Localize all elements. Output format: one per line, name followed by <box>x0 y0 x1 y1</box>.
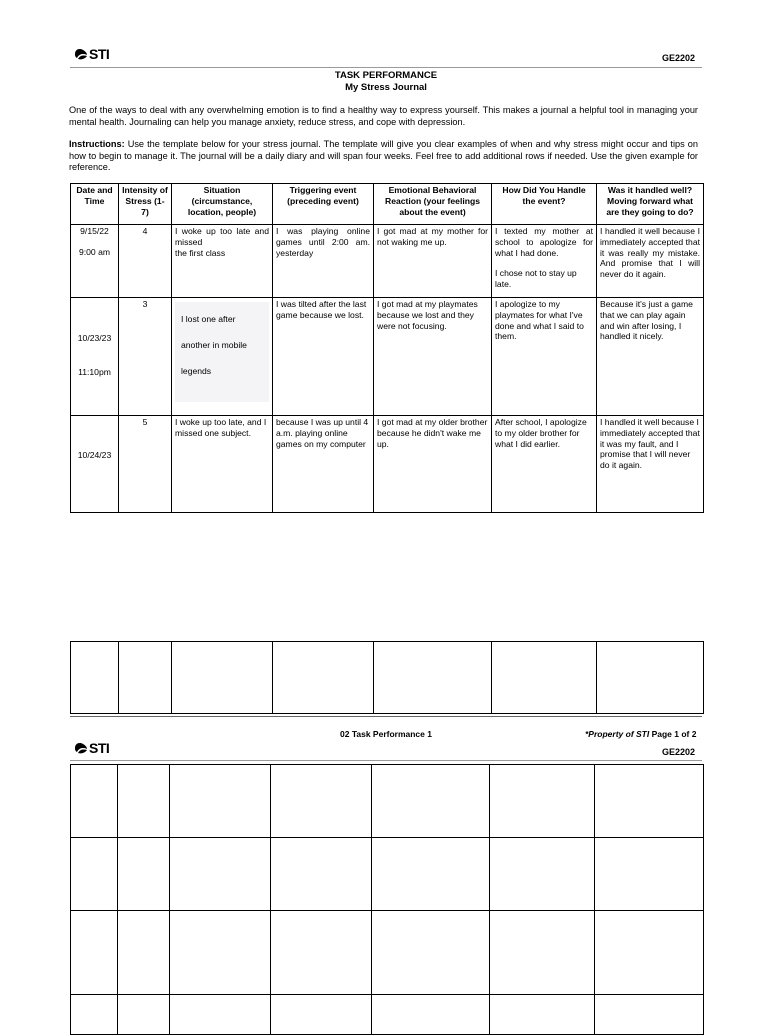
blank-journal-row-table <box>70 641 704 714</box>
blank-cell <box>374 642 492 714</box>
blank-cell <box>118 995 170 1035</box>
table-header-row <box>71 184 704 225</box>
blank-cell <box>595 995 704 1035</box>
cell-outcome: Because it's just a game that we can play again and win after losing, I handled it nicely. <box>597 298 704 416</box>
footer-page-number: Page 1 of 2 <box>649 729 697 739</box>
situation-line-3: legends <box>181 365 212 376</box>
cell-handled: After school, I apologize to my older brother for what I did earlier. <box>492 416 597 513</box>
cell-situation <box>172 298 273 416</box>
blank-cell <box>595 911 704 995</box>
blank-cell <box>271 995 372 1035</box>
blank-cell <box>71 911 118 995</box>
cell-intensity: 5 <box>119 416 172 513</box>
cell-trigger: because I was up until 4 a.m. playing online games on my computer <box>273 416 374 513</box>
handled-part-2: I chose not to stay up late. <box>495 268 577 290</box>
logo-text: STI <box>89 740 110 756</box>
blank-table-row <box>71 642 704 714</box>
intro-paragraph: One of the ways to deal with any overwhelming emotion is to find a healthy way to express yourself. This makes a journal a helpful tool in managing your mental health. Journaling can help you manage anxiety, reduce stress, and cope with depression. <box>69 105 698 127</box>
footer-property: *Property of STI <box>585 729 650 739</box>
header-handled-well: Was it handled well? Moving forward what are they going to do? <box>597 184 704 225</box>
header-how-handled: How Did You Handle the event? <box>492 184 597 225</box>
blank-cell <box>597 642 704 714</box>
blank-cell <box>271 911 372 995</box>
blank-cell <box>170 995 271 1035</box>
blank-cell <box>490 995 595 1035</box>
cell-handled <box>492 225 597 298</box>
blank-cell <box>71 642 119 714</box>
header-intensity: Intensity of Stress (1-7) <box>119 184 172 225</box>
blank-cell <box>170 765 271 838</box>
situation-highlight <box>175 302 269 402</box>
blank-cell <box>372 838 490 911</box>
blank-cell <box>490 838 595 911</box>
cell-outcome: I handled it well because I immediately accepted that it was my fault, and I promise that I will never do it again. <box>597 416 704 513</box>
entry-time: 9:00 am <box>78 246 111 257</box>
blank-cell <box>119 642 172 714</box>
blank-cell <box>271 765 372 838</box>
entry-time: 11:10pm <box>78 366 111 377</box>
blank-cell <box>172 642 273 714</box>
header-rule <box>70 67 702 68</box>
page-title: TASK PERFORMANCE <box>334 70 438 81</box>
blank-cell <box>372 995 490 1035</box>
footer-document-name: 02 Task Performance 1 <box>340 729 432 739</box>
footer-property-notice <box>585 729 696 739</box>
cell-trigger: I was tilted after the last game because we lost. <box>273 298 374 416</box>
cell-situation <box>172 225 273 298</box>
table-row <box>71 225 704 298</box>
blank-cell <box>71 995 118 1035</box>
cell-intensity: 3 <box>119 298 172 416</box>
footer-rule <box>70 716 702 717</box>
blank-cell <box>170 911 271 995</box>
course-code: GE2202 <box>662 53 696 63</box>
situation-line-1: I woke up too late and missed <box>175 226 269 247</box>
page-subtitle: My Stress Journal <box>345 82 427 93</box>
situation-line-2: another in mobile <box>181 339 247 350</box>
blank-cell <box>595 838 704 911</box>
sti-logo <box>74 46 109 62</box>
cell-date-time <box>71 225 119 298</box>
blank-cell <box>118 838 170 911</box>
table-row <box>71 298 704 416</box>
blank-cell <box>273 642 374 714</box>
cell-date-time <box>71 298 119 416</box>
blank-table-row <box>71 765 704 838</box>
handled-part-1: I texted my mother at school to apologize for what I had done. <box>495 226 593 258</box>
cell-trigger: I was playing online games until 2:00 am. yesterday <box>273 225 374 298</box>
situation-line-2: the first class <box>175 247 226 258</box>
sti-logo-mark-icon <box>74 741 88 755</box>
blank-table-row <box>71 995 704 1035</box>
page2-blank-table <box>70 764 704 1035</box>
instructions-text: Use the template below for your stress journal. The template will give you clear examples of when and why stress might occur and tips on how to begin to manage it. The journal will be a daily diary and will span four weeks. Feel free to add additional rows if needed. Use the given example for reference. <box>69 139 698 172</box>
header-situation: Situation (circumstance, location, people) <box>172 184 273 225</box>
entry-date: 10/24/23 <box>77 450 112 460</box>
stress-journal-table <box>70 183 704 513</box>
blank-cell <box>71 838 118 911</box>
course-code-page2: GE2202 <box>662 747 696 757</box>
header-date-time: Date and Time <box>71 184 119 225</box>
table-row <box>71 416 704 513</box>
header-emotional-reaction: Emotional Behavioral Reaction (your feelings about the event) <box>374 184 492 225</box>
entry-date: 10/23/23 <box>77 333 112 343</box>
blank-cell <box>490 765 595 838</box>
cell-reaction: I got mad at my playmates because we lost and they were not focusing. <box>374 298 492 416</box>
blank-cell <box>271 838 372 911</box>
entry-date: 9/15/22 <box>80 226 109 236</box>
cell-date-time <box>71 416 119 513</box>
blank-table-row <box>71 838 704 911</box>
blank-cell <box>71 765 118 838</box>
blank-cell <box>118 765 170 838</box>
cell-reaction: I got mad at my older brother because he didn't wake me up. <box>374 416 492 513</box>
page-title-block <box>70 70 702 94</box>
blank-table-row <box>71 911 704 995</box>
blank-cell <box>170 838 271 911</box>
blank-cell <box>595 765 704 838</box>
logo-text: STI <box>89 46 110 62</box>
blank-cell <box>118 911 170 995</box>
blank-cell <box>372 765 490 838</box>
cell-situation: I woke up too late, and I missed one subject. <box>172 416 273 513</box>
situation-line-1: I lost one after <box>181 314 236 324</box>
blank-cell <box>490 911 595 995</box>
header-triggering-event: Triggering event (preceding event) <box>273 184 374 225</box>
sti-logo-mark-icon <box>74 47 88 61</box>
page2-header-rule <box>70 760 702 761</box>
cell-outcome: I handled it well because I immediately accepted that it was really my mistake. And promise that I will never do it again. <box>597 225 704 298</box>
cell-reaction: I got mad at my mother for not waking me up. <box>374 225 492 298</box>
cell-handled: I apologize to my playmates for what I've done and what I said to them. <box>492 298 597 416</box>
sti-logo-page2 <box>74 740 109 756</box>
instructions-label: Instructions: <box>69 139 125 149</box>
instructions-paragraph <box>69 139 698 174</box>
blank-cell <box>492 642 597 714</box>
cell-intensity: 4 <box>119 225 172 298</box>
blank-cell <box>372 911 490 995</box>
